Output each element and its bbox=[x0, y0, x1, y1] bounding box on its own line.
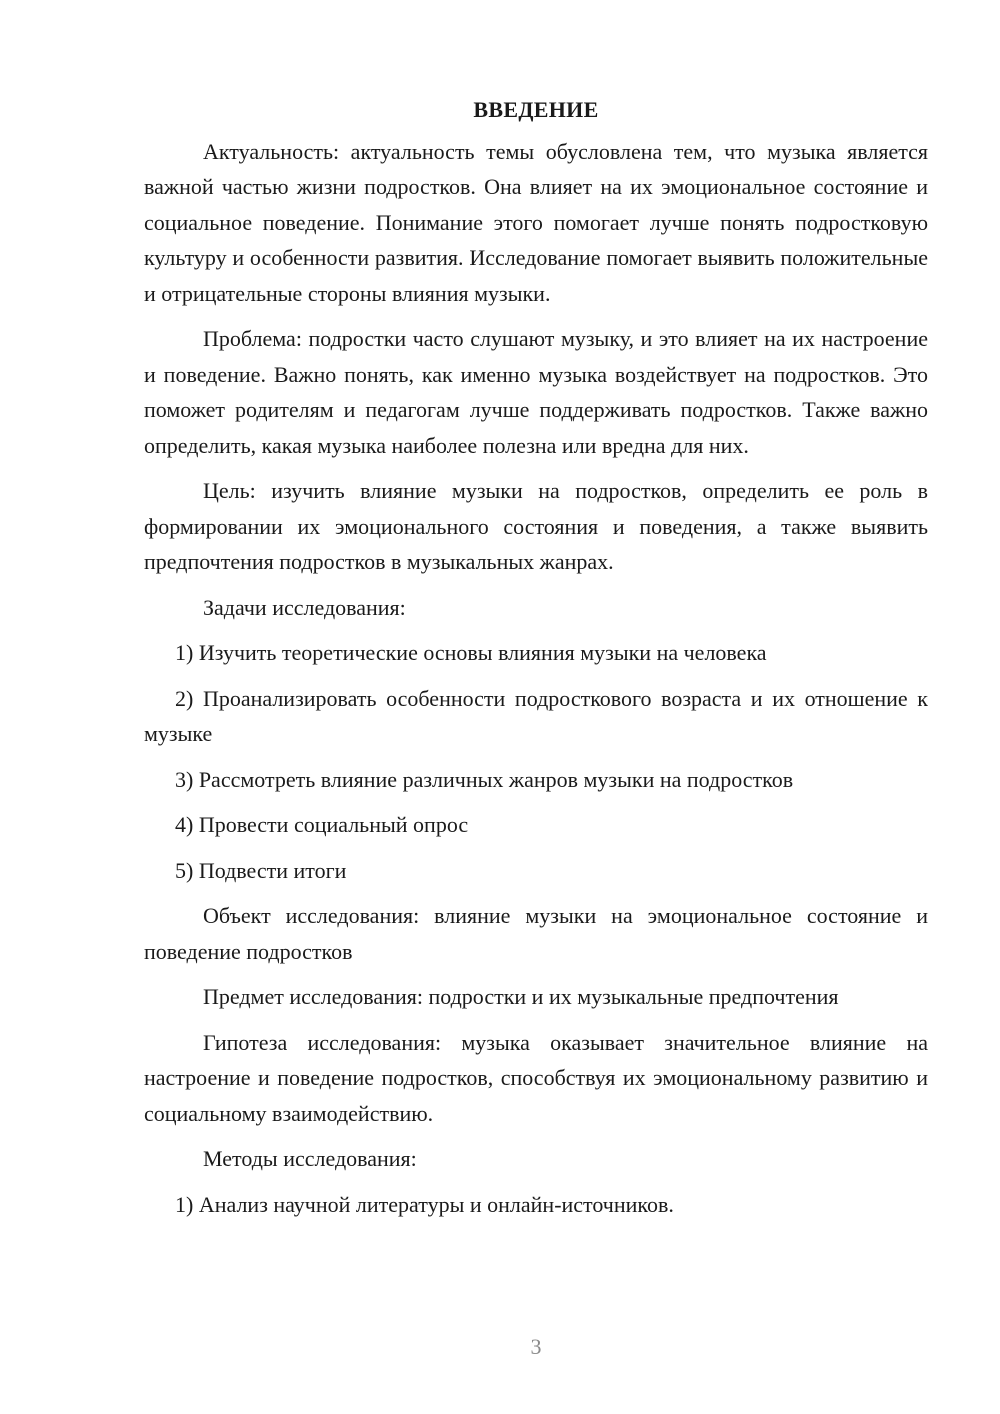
section-heading: ВВЕДЕНИЕ bbox=[473, 97, 599, 122]
method-item-1: 1) Анализ научной литературы и онлайн-источников. bbox=[175, 1191, 674, 1217]
subject-paragraph: Предмет исследования: подростки и их музыкальные предпочтения bbox=[203, 984, 839, 1009]
task-item-3: 3) Рассмотреть влияние различных жанров музыки на подростков bbox=[175, 766, 794, 792]
task-item-1: 1) Изучить теоретические основы влияния музыки на человека bbox=[175, 640, 767, 665]
object-paragraph: Объект исследования: влияние музыки на эмоциональное состояние и поведение подростков bbox=[144, 903, 928, 964]
tasks-title: Задачи исследования: bbox=[203, 594, 406, 620]
problem-paragraph: Проблема: подростки часто слушают музыку, и это влияет на их настроение и поведение. Важно понять, как именно музыка воздействует на подростков. Это поможет родителям и педагогам лучше поддерживать подростков. Также важно определить, какая музыка наиболее полезна или вредна для них. bbox=[144, 326, 928, 458]
task-item-4: 4) Провести социальный опрос bbox=[175, 812, 469, 837]
page-number: 3 bbox=[530, 1334, 542, 1359]
methods-title: Методы исследования: bbox=[203, 1146, 417, 1171]
task-item-5: 5) Подвести итоги bbox=[175, 857, 347, 883]
page-content bbox=[144, 92, 928, 1232]
relevance-paragraph: Актуальность: актуальность темы обусловлена тем, что музыка является важной частью жизни подростков. Она влияет на их эмоциональное состояние и социальное поведение. Понимание этого помогает лучше понять подростковую культуру и особенности развития. Исследование помогает выявить положительные и отрицательные стороны влияния музыки. bbox=[144, 138, 928, 306]
goal-paragraph: Цель: изучить влияние музыки на подростков, определить ее роль в формировании их эмоционального состояния и поведения, а также выявить предпочтения подростков в музыкальных жанрах. bbox=[144, 478, 928, 574]
hypothesis-paragraph: Гипотеза исследования: музыка оказывает значительное влияние на настроение и поведение подростков, способствуя их эмоциональному развитию и социальному взаимодействию. bbox=[144, 1029, 928, 1126]
task-item-2: 2) Проанализировать особенности подросткового возраста и их отношение к музыке bbox=[144, 685, 928, 746]
